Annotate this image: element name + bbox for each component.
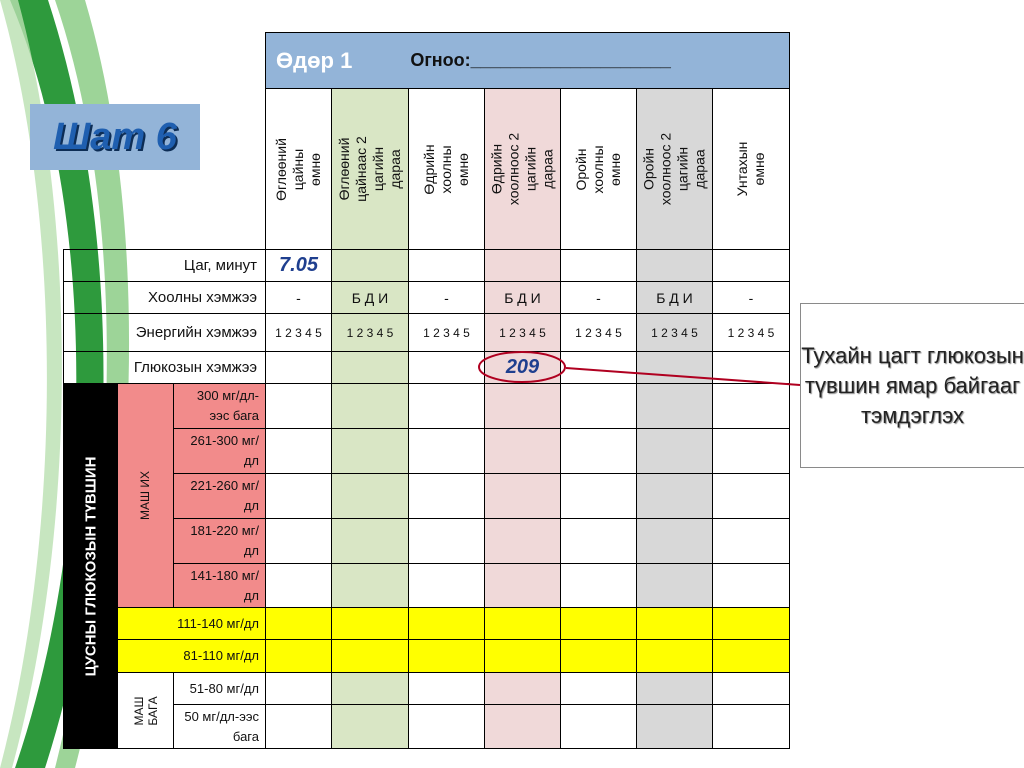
range-cell xyxy=(636,704,713,749)
cell-meal xyxy=(408,281,485,314)
cell-meal xyxy=(560,281,637,314)
cell-text: Б Д И xyxy=(656,289,693,306)
range-cell xyxy=(331,563,409,608)
glucose-level-title-bar xyxy=(63,383,118,749)
range-cell xyxy=(712,672,790,705)
cell-text: 1 2 3 4 5 xyxy=(499,325,546,340)
range-cell xyxy=(331,518,409,564)
step-title: Шат 6 xyxy=(53,115,177,158)
cell-text: Б Д И xyxy=(351,289,389,306)
range-cell xyxy=(484,563,561,608)
cell-text: 81-110 мг/дл xyxy=(183,648,259,663)
column-header-label: Унтахын өмнө xyxy=(734,141,767,197)
cell-text: 1 2 3 4 5 xyxy=(727,325,775,340)
range-cell xyxy=(265,428,332,474)
cell-text: - xyxy=(296,289,301,306)
range-cell xyxy=(484,704,561,749)
range-cell xyxy=(560,563,637,608)
day-header xyxy=(265,32,790,89)
range-cell xyxy=(636,563,713,608)
range-cell xyxy=(712,704,790,749)
range-cell xyxy=(331,704,409,749)
column-header xyxy=(712,88,790,250)
cell-text: Цаг, минут xyxy=(183,257,257,274)
cell-text: 111-140 мг/дл xyxy=(177,615,259,631)
step-badge xyxy=(30,104,200,170)
cell-text: 181-220 мг/дл xyxy=(190,523,259,558)
cell-glucose xyxy=(636,351,713,384)
range-label xyxy=(117,639,266,673)
cell-text: 221-260 мг/дл xyxy=(190,478,259,513)
cell-text: 51-80 мг/дл xyxy=(189,680,259,696)
cell-text: 1 2 3 4 5 xyxy=(575,325,622,340)
cell-time xyxy=(712,249,790,282)
cell-text: МАШ ИХ xyxy=(138,471,152,520)
range-label xyxy=(117,607,266,640)
range-cell xyxy=(331,428,409,474)
cell-text: 141-180 мг/дл xyxy=(190,567,259,603)
range-cell xyxy=(408,383,485,429)
column-header-label: Өглөөний цайны өмнө xyxy=(273,137,323,201)
column-header xyxy=(265,88,332,250)
range-cell xyxy=(484,383,561,429)
cell-energy xyxy=(331,313,409,352)
range-cell xyxy=(331,473,409,519)
range-cell xyxy=(331,639,409,673)
range-cell xyxy=(712,428,790,474)
column-header xyxy=(636,88,713,250)
range-cell xyxy=(265,672,332,705)
time-entry: 7.05 xyxy=(279,254,318,276)
cell-time xyxy=(636,249,713,282)
cell-text: Б Д И xyxy=(504,289,541,306)
range-label xyxy=(173,383,266,429)
cell-text: Глюкозын хэмжээ xyxy=(133,359,257,376)
range-cell xyxy=(408,518,485,564)
range-cell xyxy=(408,473,485,519)
range-cell xyxy=(265,639,332,673)
range-cell xyxy=(712,563,790,608)
cell-energy xyxy=(560,313,637,352)
cell-energy xyxy=(484,313,561,352)
range-cell xyxy=(331,383,409,429)
range-cell xyxy=(636,383,713,429)
cell-meal xyxy=(331,281,409,314)
range-label xyxy=(173,518,266,564)
row-label-energy xyxy=(63,313,266,352)
cell-time xyxy=(484,249,561,282)
cell-text: 1 2 3 4 5 xyxy=(651,325,698,340)
cell-meal xyxy=(484,281,561,314)
date-label: Огноо:____________________ xyxy=(410,50,671,70)
range-cell xyxy=(560,428,637,474)
cell-glucose xyxy=(560,351,637,384)
cell-glucose xyxy=(712,351,790,384)
column-header-label: Оройн хоолноос 2 цагийн дараа xyxy=(640,132,708,206)
range-cell xyxy=(408,672,485,705)
column-header-label: Өдрийн хоолноос 2 цагийн дараа xyxy=(488,132,556,206)
column-header xyxy=(560,88,637,250)
cell-text: 261-300 мг/дл xyxy=(190,433,259,468)
range-cell xyxy=(265,473,332,519)
range-cell xyxy=(712,518,790,564)
cell-meal xyxy=(712,281,790,314)
range-cell xyxy=(636,639,713,673)
cell-time xyxy=(408,249,485,282)
range-cell xyxy=(484,672,561,705)
range-cell xyxy=(712,383,790,429)
range-label xyxy=(173,704,266,749)
group-high xyxy=(117,383,174,608)
column-header xyxy=(408,88,485,250)
range-cell xyxy=(331,672,409,705)
range-cell xyxy=(484,473,561,519)
cell-text: Энергийн хэмжээ xyxy=(135,324,257,341)
range-cell xyxy=(636,428,713,474)
column-header-label: Өдрийн хоолны өмнө xyxy=(421,143,471,195)
range-cell xyxy=(265,704,332,749)
range-cell xyxy=(265,563,332,608)
cell-text: 1 2 3 4 5 xyxy=(423,325,470,340)
cell-text: Хоолны хэмжээ xyxy=(148,289,257,306)
range-label xyxy=(173,563,266,608)
range-cell xyxy=(560,383,637,429)
cell-time xyxy=(560,249,637,282)
range-cell xyxy=(484,639,561,673)
row-label-glucose xyxy=(63,351,266,384)
cell-energy xyxy=(636,313,713,352)
cell-text: - xyxy=(596,289,601,306)
range-cell xyxy=(560,639,637,673)
range-cell xyxy=(712,473,790,519)
cell-glucose xyxy=(331,351,409,384)
range-cell xyxy=(408,428,485,474)
range-cell xyxy=(560,672,637,705)
cell-text: ЦУСНЫ ГЛЮКОЗЫН ТҮВШИН xyxy=(82,456,100,676)
range-label xyxy=(173,672,266,705)
cell-text: 50 мг/дл-ээс бага xyxy=(184,708,259,744)
cell-meal xyxy=(265,281,332,314)
range-cell xyxy=(560,607,637,640)
day-label: Өдөр 1 xyxy=(276,47,353,73)
callout-box xyxy=(800,303,1024,468)
row-label-time xyxy=(63,249,266,282)
cell-time xyxy=(265,249,332,282)
range-cell xyxy=(636,672,713,705)
cell-text: - xyxy=(748,289,754,306)
range-cell xyxy=(484,607,561,640)
range-cell xyxy=(408,607,485,640)
row-label-meal xyxy=(63,281,266,314)
range-cell xyxy=(560,704,637,749)
cell-time xyxy=(331,249,409,282)
cell-glucose xyxy=(484,351,561,384)
cell-text: 1 2 3 4 5 xyxy=(346,325,394,340)
column-header xyxy=(331,88,409,250)
range-cell xyxy=(484,518,561,564)
range-label xyxy=(173,473,266,519)
range-cell xyxy=(408,639,485,673)
cell-text: 1 2 3 4 5 xyxy=(275,325,322,340)
range-cell xyxy=(712,639,790,673)
range-cell xyxy=(560,473,637,519)
cell-glucose xyxy=(408,351,485,384)
range-label xyxy=(173,428,266,474)
cell-energy xyxy=(408,313,485,352)
range-cell xyxy=(265,383,332,429)
cell-energy xyxy=(712,313,790,352)
range-cell xyxy=(331,607,409,640)
range-cell xyxy=(636,518,713,564)
range-cell xyxy=(636,473,713,519)
range-cell xyxy=(560,518,637,564)
range-cell xyxy=(408,563,485,608)
range-cell xyxy=(636,607,713,640)
cell-meal xyxy=(636,281,713,314)
range-cell xyxy=(484,428,561,474)
range-cell xyxy=(265,607,332,640)
range-cell xyxy=(712,607,790,640)
callout-text: Тухайн цагт глюкозын түвшин ямар байгааг тэмдэглэх xyxy=(801,342,1024,428)
cell-text: 300 мг/дл-ээс бага xyxy=(196,388,259,423)
cell-text: МАШ БАГА xyxy=(131,695,160,726)
range-cell xyxy=(265,518,332,564)
glucose-entry: 209 xyxy=(505,356,540,378)
column-header xyxy=(484,88,561,250)
cell-glucose xyxy=(265,351,332,384)
column-header-label: Оройн хоолны өмнө xyxy=(573,144,623,194)
column-header-label: Өглөөний цайнаас 2 цагийн дараа xyxy=(336,136,403,202)
group-low xyxy=(117,672,174,749)
range-cell xyxy=(408,704,485,749)
cell-text: - xyxy=(444,289,449,306)
cell-energy xyxy=(265,313,332,352)
